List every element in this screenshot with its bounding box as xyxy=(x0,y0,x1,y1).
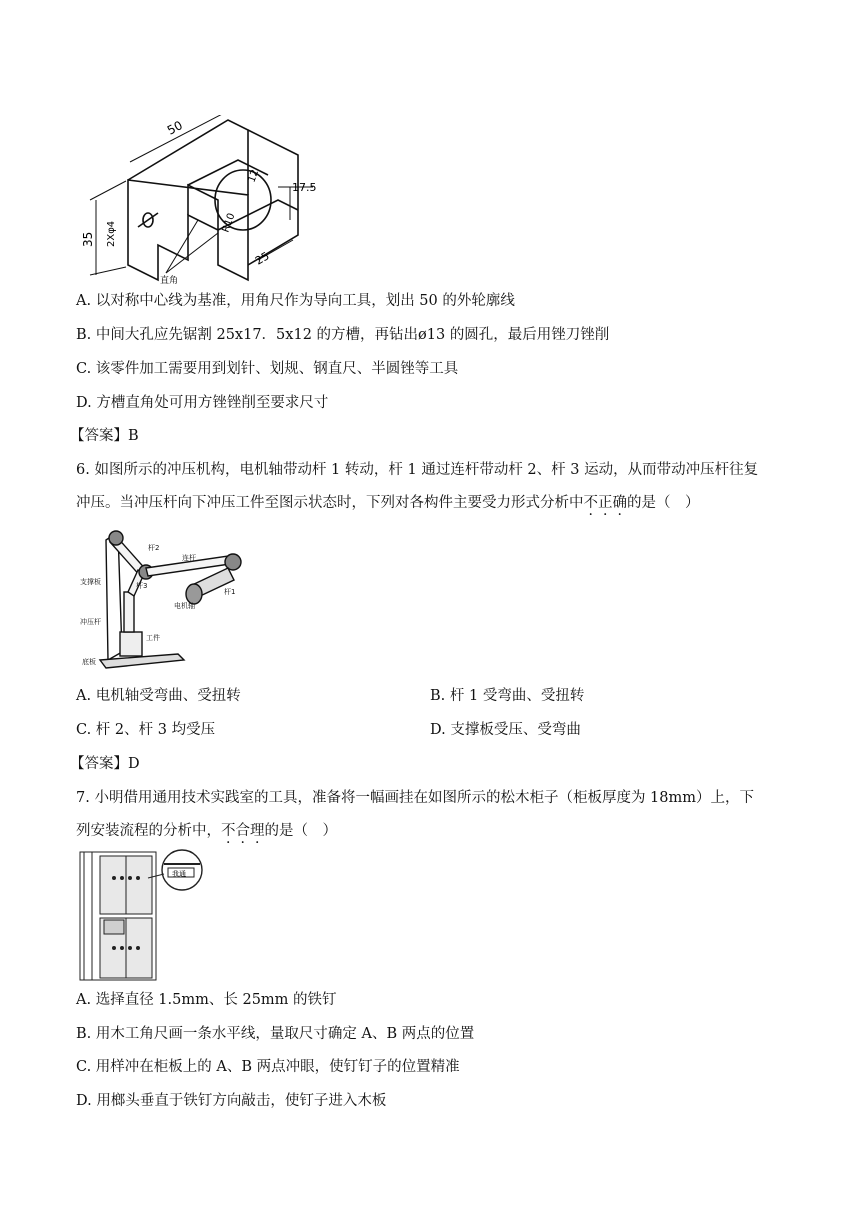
q6-stem-line1: 6. 如图所示的冲压机构，电机轴带动杆 1 转动，杆 1 通过连杆带动杆 2、杆 3 运动，从而带动冲压杆往复 xyxy=(76,462,759,478)
punch-rod xyxy=(124,592,134,632)
q5-option-a: A. 以对称中心线为基准，用角尺作为导向工具，划出 50 的外轮廓线 xyxy=(76,293,515,309)
q7-stem-line2-before: 列安装流程的分析中， xyxy=(76,823,221,839)
q6-emph-char-1: 不 xyxy=(583,495,598,511)
q7-stem-line1: 7. 小明借用通用技术实践室的工具，准备将一幅画挂在如图所示的松木柜子（柜板厚度为 18mm）上，下 xyxy=(76,790,754,806)
q6-emph-char-2: 正 xyxy=(598,495,613,511)
label-workpiece: 工件 xyxy=(146,634,160,642)
label-motor-shaft: 电机轴 xyxy=(174,602,195,610)
dim-25-label: 25 xyxy=(253,249,272,268)
cabinet-callout-label: 我通 xyxy=(172,870,186,878)
part-drawing-figure xyxy=(78,115,328,285)
q7-option-c: C. 用样冲在柜板上的 A、B 两点冲眼，使钉钉子的位置精准 xyxy=(76,1059,460,1075)
q7-emph-char-3: 理 xyxy=(250,823,265,839)
label-rod2: 杆2 xyxy=(148,544,160,552)
q5-option-b: B. 中间大孔应先锯割 25x17．5x12 的方槽，再钻出ø13 的圆孔，最后用锉刀锉削 xyxy=(76,327,610,343)
label-rod1: 杆1 xyxy=(224,588,236,596)
dim-17-5-label: 17.5 xyxy=(292,181,317,194)
q6-stem-line2-before: 冲压。当冲压杆向下冲压工件至图示状态时，下列对各构件主要受力形式分析中 xyxy=(76,495,584,511)
q6-answer: 【答案】D xyxy=(70,756,140,772)
dim-35-label: 35 xyxy=(81,231,95,247)
label-support: 支撑板 xyxy=(80,578,101,586)
cabinet-figure xyxy=(78,848,206,983)
q6-option-c: C. 杆 2、杆 3 均受压 xyxy=(76,722,216,738)
q5-option-c: C. 该零件加工需要用到划针、划规、钢直尺、半圆锉等工具 xyxy=(76,361,459,377)
workpiece xyxy=(120,632,142,656)
q7-option-b: B. 用木工角尺画一条水平线，量取尺寸确定 A、B 两点的位置 xyxy=(76,1026,475,1042)
cabinet-svg xyxy=(78,848,206,983)
dim-50-label: 50 xyxy=(164,118,185,138)
q6-emph-char-3: 确 xyxy=(612,495,627,511)
q6-option-a: A. 电机轴受弯曲、受扭转 xyxy=(76,688,241,704)
q7-emph-char-2: 合 xyxy=(235,823,250,839)
q6-stem-line2-after: 的是（ ） xyxy=(627,495,700,511)
punch-mechanism-figure xyxy=(78,522,250,672)
q7-option-d: D. 用榔头垂直于铁钉方向敲击，使钉子进入木板 xyxy=(76,1093,387,1109)
label-rod3: 杆3 xyxy=(136,582,148,590)
corner-label: 直角 xyxy=(160,276,179,285)
q7-stem-line2-after: 的是（ ） xyxy=(264,823,337,839)
part-drawing-svg xyxy=(78,115,328,285)
dim-2xphi4-label: 2Xφ4 xyxy=(106,220,117,247)
q5-option-d: D. 方槽直角处可用方锉锉削至要求尺寸 xyxy=(76,395,329,411)
dim-r10-label: R10 xyxy=(220,211,238,235)
dim-12-label: 12 xyxy=(246,168,262,185)
q7-emph-char-1: 不 xyxy=(221,823,236,839)
label-link: 连杆 xyxy=(182,554,196,562)
q5-answer: 【答案】B xyxy=(70,428,139,444)
q7-stem-line2 xyxy=(76,821,337,841)
q6-option-b: B. 杆 1 受弯曲、受扭转 xyxy=(430,688,585,704)
label-base: 底板 xyxy=(82,658,96,666)
q6-stem-line2 xyxy=(76,493,700,513)
q6-option-d: D. 支撑板受压、受弯曲 xyxy=(430,722,581,738)
q7-option-a: A. 选择直径 1.5mm、长 25mm 的铁钉 xyxy=(76,992,337,1008)
label-punch: 冲压杆 xyxy=(80,618,101,626)
punch-mechanism-svg xyxy=(78,522,250,672)
